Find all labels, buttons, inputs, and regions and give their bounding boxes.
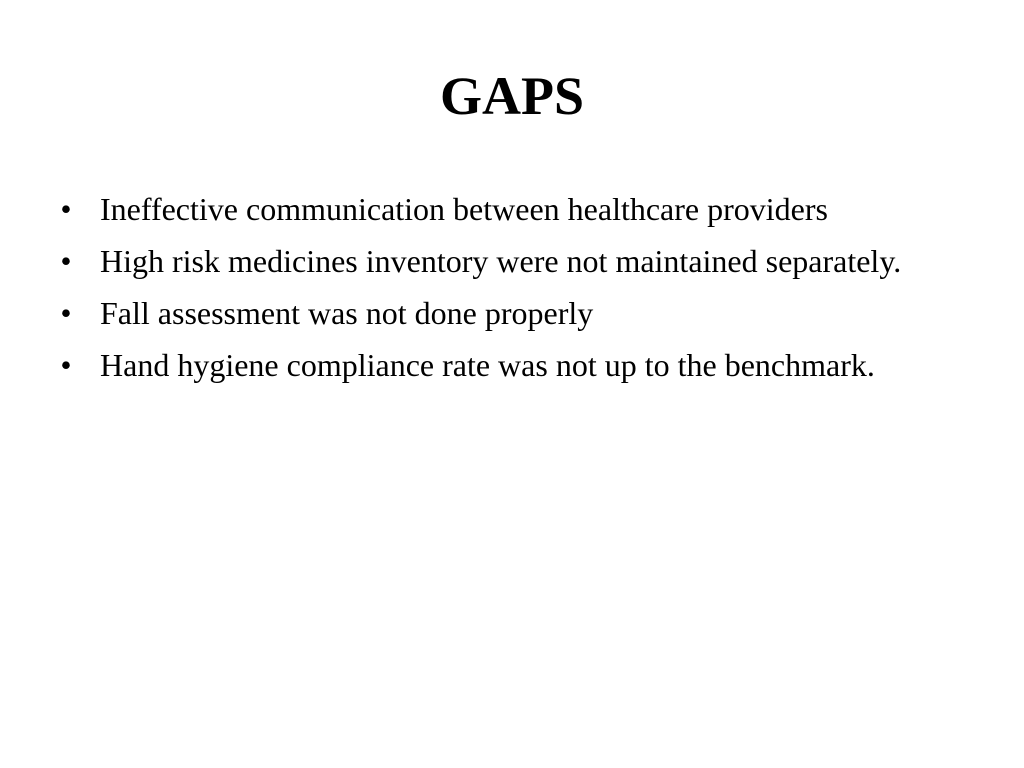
bullet-list: [56, 186, 956, 394]
bullet-dot-icon: •: [60, 191, 72, 227]
bullet-item: [56, 186, 956, 232]
bullet-text: Hand hygiene compliance rate was not up to the benchmark.: [100, 347, 875, 383]
bullet-dot-icon: •: [60, 347, 72, 383]
bullet-item: [56, 342, 956, 388]
bullet-item: [56, 238, 956, 284]
bullet-text: Fall assessment was not done properly: [100, 295, 594, 331]
bullet-text: High risk medicines inventory were not maintained separately.: [100, 243, 902, 279]
bullet-dot-icon: •: [60, 295, 72, 331]
bullet-text: Ineffective communication between healthcare providers: [100, 191, 828, 227]
slide-title: GAPS: [439, 66, 585, 126]
bullet-item: [56, 290, 956, 336]
bullet-dot-icon: •: [60, 243, 72, 279]
